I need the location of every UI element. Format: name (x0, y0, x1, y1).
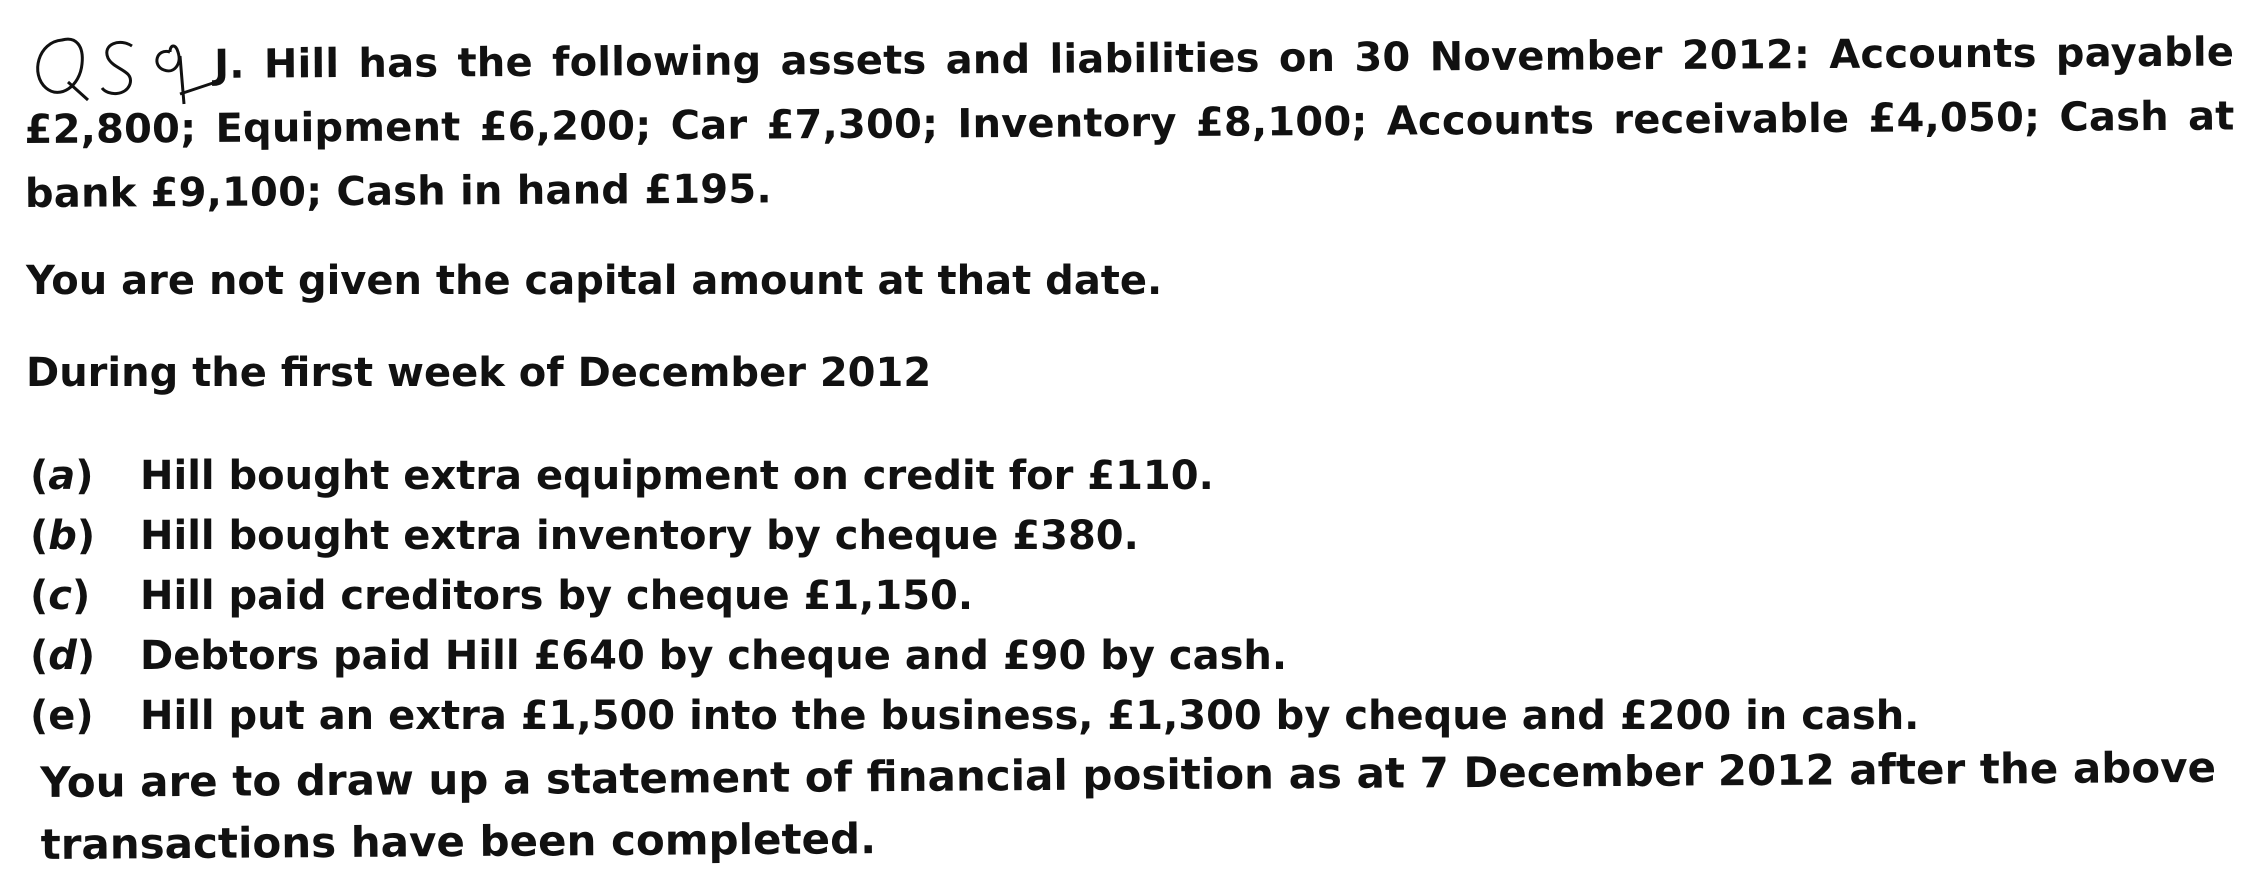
item-label: (e) (30, 693, 94, 739)
list-item (30, 566, 1919, 626)
list-item (30, 686, 1919, 746)
item-text: Hill bought extra equipment on credit for £110. (140, 453, 1214, 499)
item-label: (a) (30, 453, 94, 499)
item-label: (c) (30, 573, 91, 619)
item-text: Hill bought extra inventory by cheque £380. (140, 513, 1139, 559)
period-heading: During the first week of December 2012 (26, 350, 932, 396)
item-label: (b) (30, 513, 96, 559)
transactions-list (30, 446, 1919, 746)
question-intro-paragraph: J. Hill has the following assets and liabilities on 30 November 2012: Accounts payable £2,800; Equipment £6,200; Car £7,300; Inventory £8,100; Accounts receivable £4,050; Cash at bank £9,100; Cash in hand £195. (24, 29, 2235, 217)
list-item (30, 626, 1919, 686)
item-text: Debtors paid Hill £640 by cheque and £90 by cash. (140, 633, 1288, 679)
item-label: (d) (30, 633, 96, 679)
task-instruction: You are to draw up a statement of financial position as at 7 December 2012 after the above transactions have been completed. (40, 742, 2217, 869)
item-text: Hill put an extra £1,500 into the business, £1,300 by cheque and £200 in cash. (140, 693, 1920, 739)
capital-note: You are not given the capital amount at that date. (26, 258, 1163, 304)
list-item (30, 446, 1919, 506)
item-text: Hill paid creditors by cheque £1,150. (140, 573, 974, 619)
list-item (30, 506, 1919, 566)
